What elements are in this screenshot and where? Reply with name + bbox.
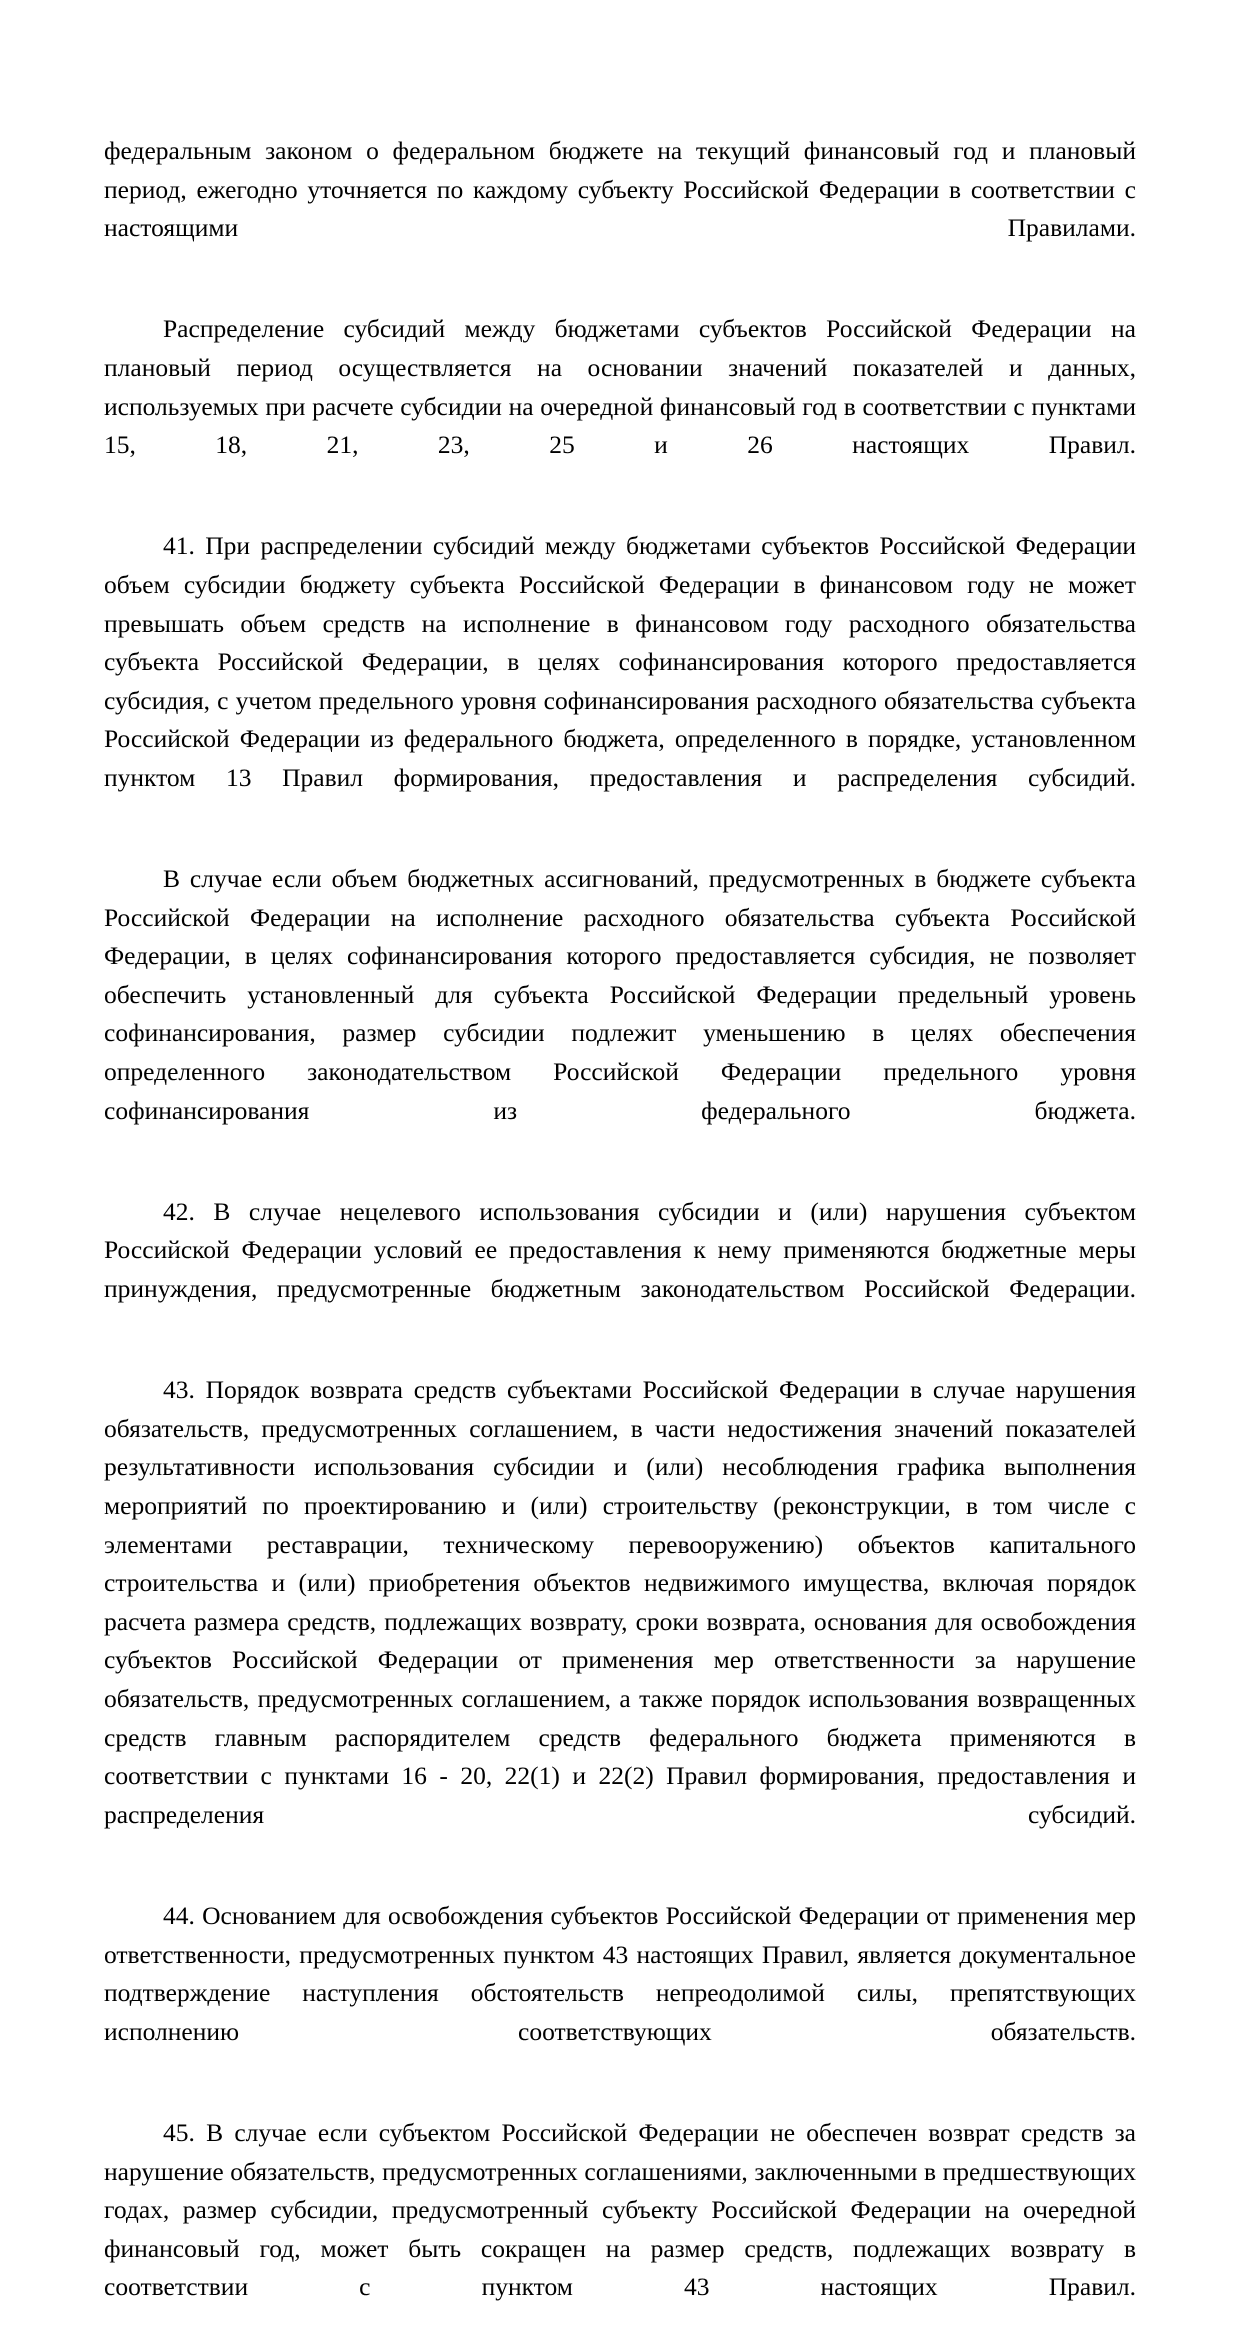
document-text-body: [104, 132, 1136, 2345]
paragraph-continuation: федеральным законом о федеральном бюджете на текущий финансовый год и плановый период, ежегодно уточняется по каждому субъекту Российской Федерации в соответствии с настоящими Правилами.: [104, 136, 1136, 243]
paragraph-41-case: В случае если объем бюджетных ассигнований, предусмотренных в бюджете субъекта Российской Федерации на исполнение расходного обязательства субъекта Российской Федерации, в целях софинансирования которого предоставляется субсидия, не позволяет обеспечить установленный для субъекта Российской Федерации предельный уровень софинансирования, размер субсидии подлежит уменьшению в целях обеспечения определенного законодательством Российской Федерации предельного уровня софинансирования из федерального бюджета.: [104, 864, 1136, 1125]
paragraph-43: 43. Порядок возврата средств субъектами Российской Федерации в случае нарушения обязательств, предусмотренных соглашением, в части недостижения значений показателей результативности использования субсидии и (или) несоблюдения графика выполнения мероприятий по проектированию и (или) строительству (реконструкции, в том числе с элементами реставрации, техническому перевооружению) объектов капитального строительства и (или) приобретения объектов недвижимого имущества, включая порядок расчета размера средств, подлежащих возврату, сроки возврата, основания для освобождения субъектов Российской Федерации от применения мер ответственности за нарушение обязательств, предусмотренных соглашением, а также порядок использования возвращенных средств главным распорядителем средств федерального бюджета применяются в соответствии с пунктами 16 - 20, 22(1) и 22(2) Правил формирования, предоставления и распределения субсидий.: [104, 1375, 1136, 1829]
paragraph-distribution: Распределение субсидий между бюджетами субъектов Российской Федерации на плановый период осуществляется на основании значений показателей и данных, используемых при расчете субсидии на очередной финансовый год в соответствии с пунктами 15, 18, 21, 23, 25 и 26 настоящих Правил.: [104, 314, 1136, 460]
paragraph-42: 42. В случае нецелевого использования субсидии и (или) нарушения субъектом Российской Федерации условий ее предоставления к нему применяются бюджетные меры принуждения, предусмотренные бюджетным законодательством Российской Федерации.: [104, 1196, 1136, 1304]
paragraph-45: 45. В случае если субъектом Российской Федерации не обеспечен возврат средств за нарушение обязательств, предусмотренных соглашениями, заключенными в предшествующих годах, размер субсидии, предусмотренный субъекту Российской Федерации на очередной финансовый год, может быть сокращен на размер средств, подлежащих возврату в соответствии с пунктом 43 настоящих Правил.: [104, 2117, 1136, 2302]
paragraph-41: 41. При распределении субсидий между бюджетами субъектов Российской Федерации объем субсидии бюджету субъекта Российской Федерации в финансовом году не может превышать объем средств на исполнение в финансовом году расходного обязательства субъекта Российской Федерации, в целях софинансирования которого предоставляется субсидия, с учетом предельного уровня софинансирования расходного обязательства субъекта Российской Федерации из федерального бюджета, определенного в порядке, установленном пунктом 13 Правил формирования, предоставления и распределения субсидий.: [104, 531, 1136, 792]
paragraph-44: 44. Основанием для освобождения субъектов Российской Федерации от применения мер ответственности, предусмотренных пунктом 43 настоящих Правил, является документальное подтверждение наступления обстоятельств непреодолимой силы, препятствующих исполнению соответствующих обязательств.: [104, 1900, 1136, 2046]
